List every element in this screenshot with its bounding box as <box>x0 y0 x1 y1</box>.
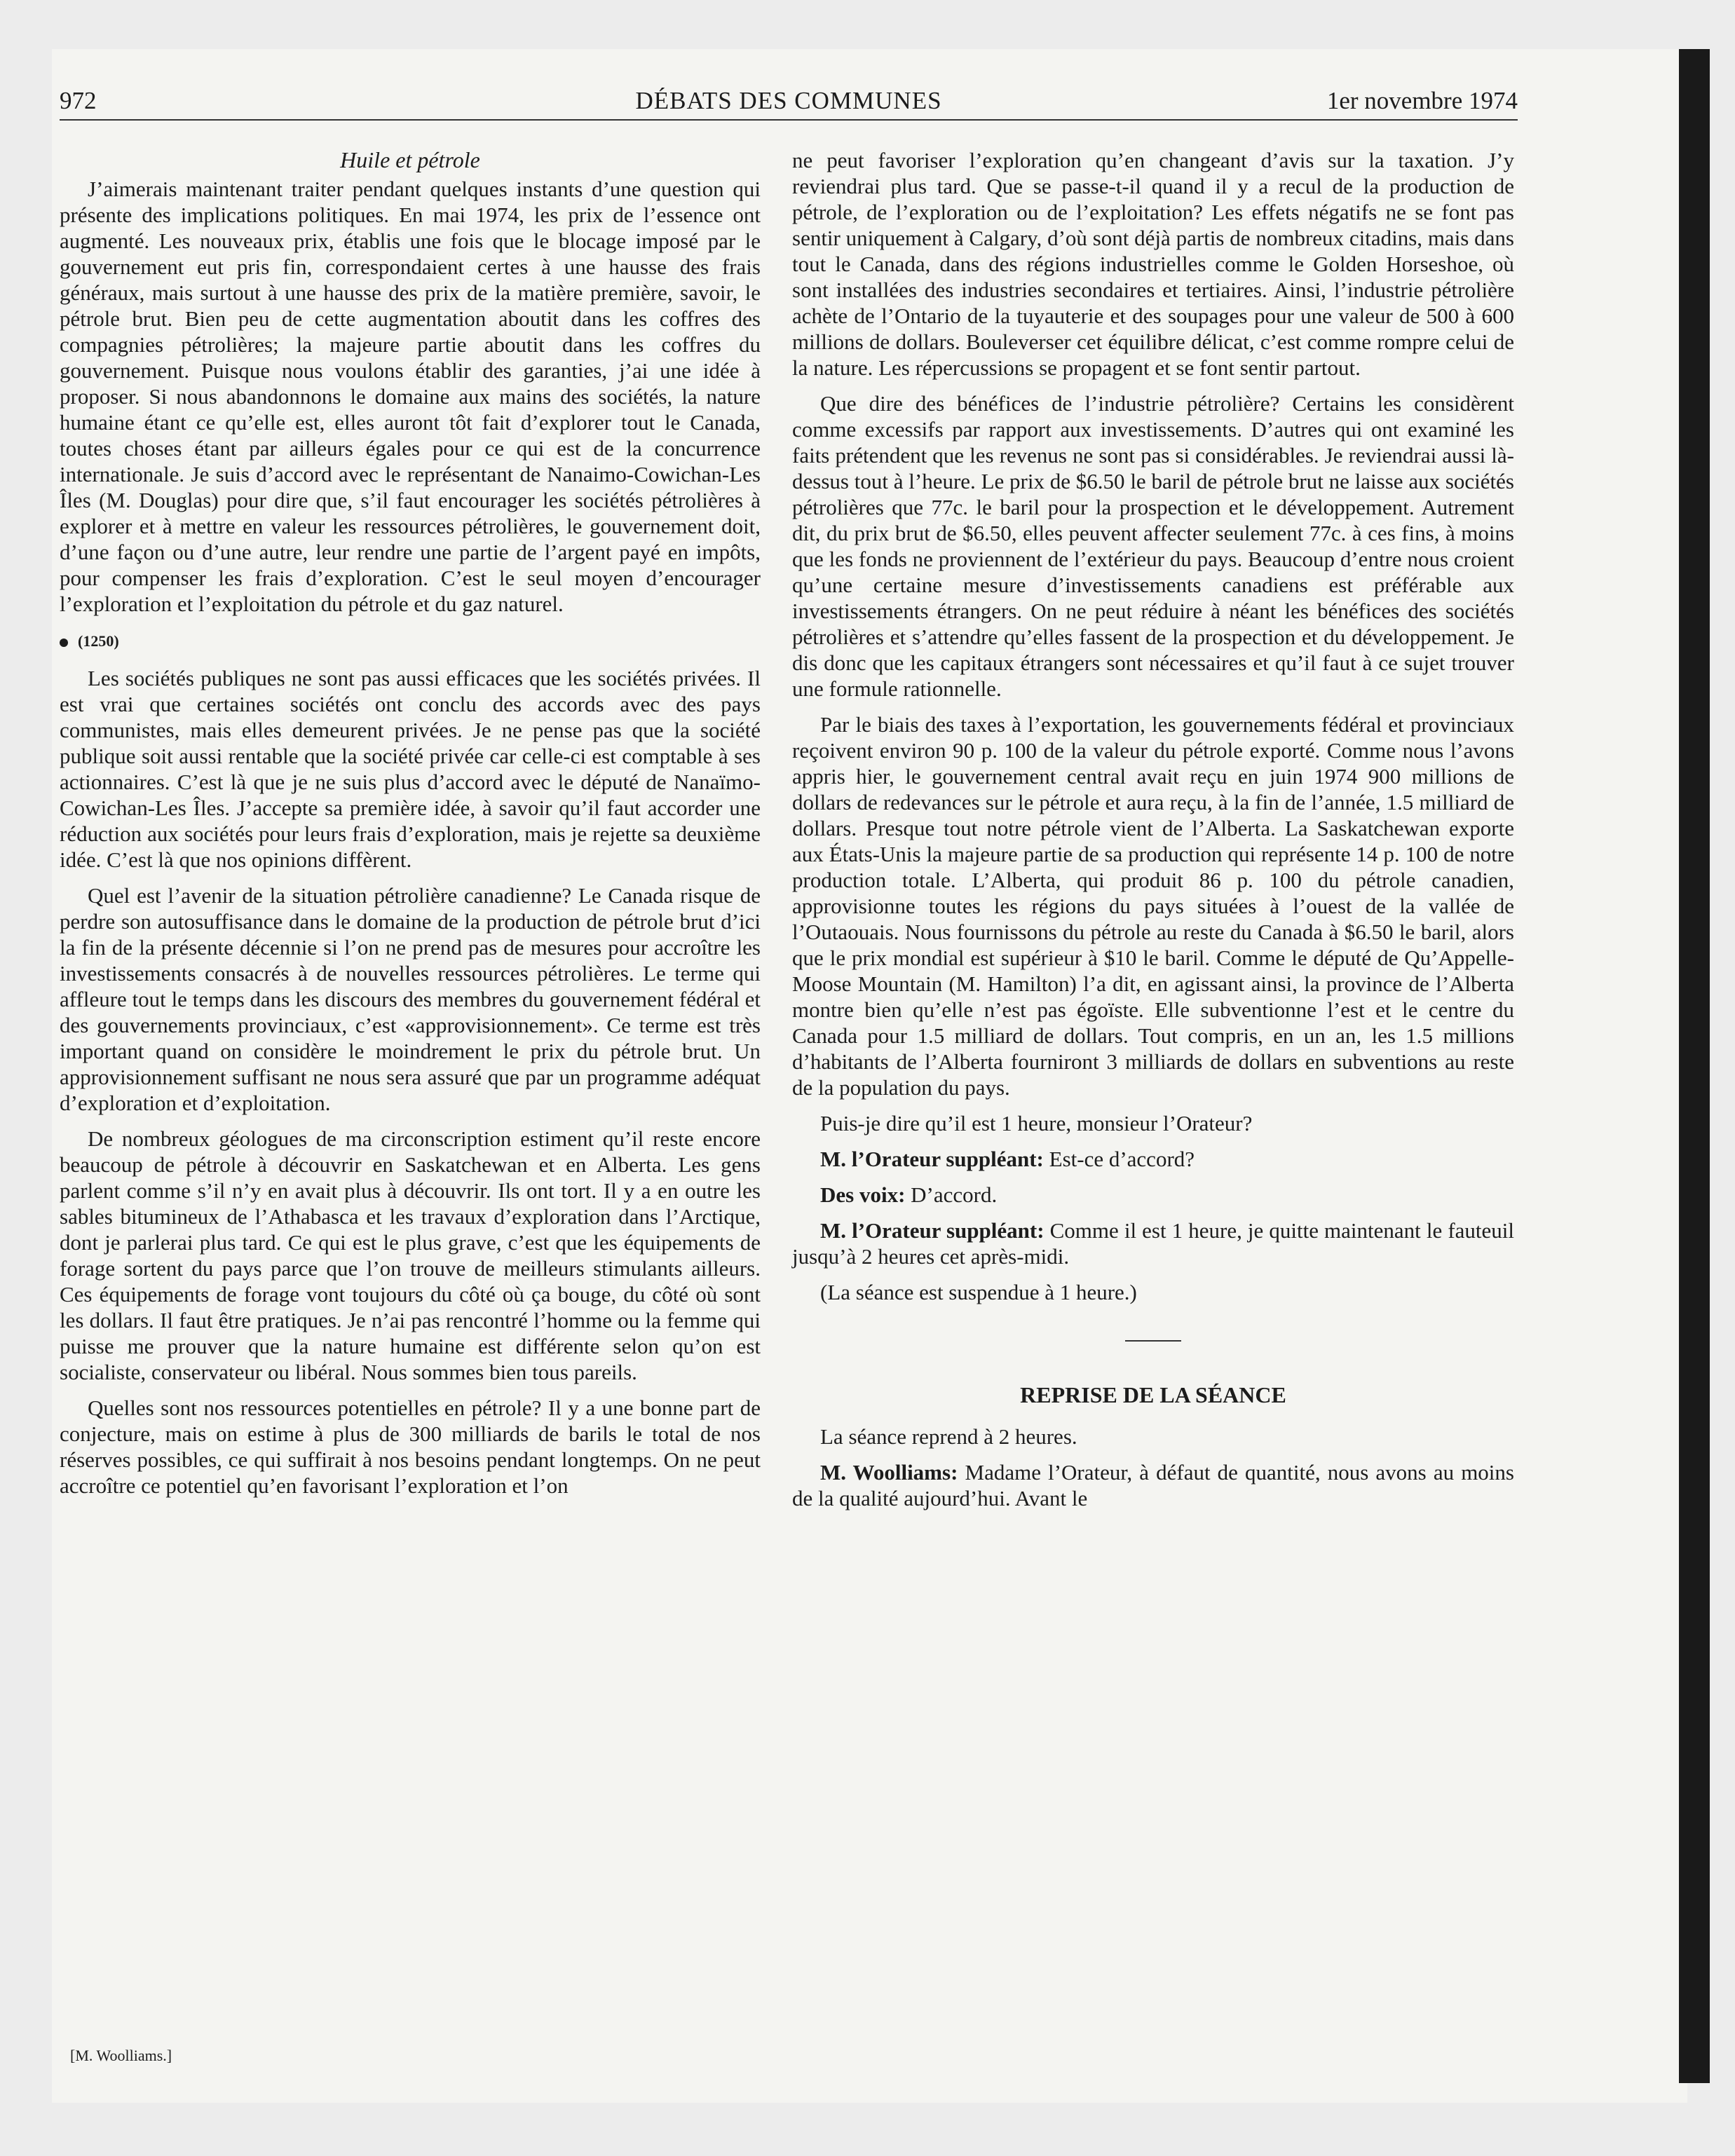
publication-date: 1er novembre 1974 <box>1326 87 1518 114</box>
paragraph: ne peut favoriser l’exploration qu’en changeant d’avis sur la taxation. J’y reviendrai plus tard. Que se passe-t-il quand il y a recul de la production de pétrole, de l’exploration ou de l’exploitation? Les effets négatifs ne se font pas sentir uniquement à Calgary, d’où sont déjà partis de nombreux citadins, mais dans tout le Canada, dans des régions industrielles comme le Golden Horseshoe, où sont installées des industries secondaires et tertiaires. Ainsi, l’industrie pétrolière achète de l’Ontario de la tuyauterie et des soupages pour une valeur de 500 à 600 millions de dollars. Bouleverser cet équilibre délicat, c’est comme rompre celui de la nature. Les répercussions se propagent et se font sentir partout. <box>792 148 1514 380</box>
speech-text: Comme il est 1 heure, je quitte maintenant le fauteuil jusqu’à 2 heures cet après-midi. <box>792 1218 1514 1269</box>
paragraph: Quel est l’avenir de la situation pétrolière canadienne? Le Canada risque de perdre son autosuffisance dans le domaine de la production de pétrole brut d’ici la fin de la présente décennie si l’on ne prend pas de mesures pour accroître les investissements consacrés à de nouvelles ressources pétrolières. Le terme qui affleure tout le temps dans les discours des membres du gouvernement fédéral et des gouvernements provinciaux, c’est «approvisionnement». Ce terme est très important quand on considère le moindrement le prix du pétrole brut. Un approvisionnement suffisant ne nous sera assuré que par un programme adéquat d’exploration et d’exploitation. <box>60 883 761 1115</box>
paragraph: Puis-je dire qu’il est 1 heure, monsieur l’Orateur? <box>820 1111 1253 1135</box>
page-header <box>60 83 1518 121</box>
time-marker-label: (1250) <box>78 632 119 650</box>
speech <box>792 1459 1514 1511</box>
resume-note: La séance reprend à 2 heures. <box>820 1424 1077 1449</box>
paragraph: De nombreux géologues de ma circonscription estiment qu’il reste encore beaucoup de pétrole à découvrir en Saskatchewan et en Alberta. Les gens parlent comme s’il n’y en avait plus à découvrir. Ils ont tort. Il y a en outre les sables bitumineux de l’Athabasca et les travaux d’exploration dans l’Arctique, dont je parlerai plus tard. Ce qui est le plus grave, c’est que les équipements de forage sortent du pays parce que l’on trouve de meilleurs stimulants ailleurs. Ces équipements de forage vont toujours du côté où ça bouge, du côté où sont les dollars. Il faut être pratiques. Je n’ai pas rencontré l’homme ou la femme qui puisse me prouver que la nature humaine est différente selon qu’on est socialiste, conservateur ou libéral. Nous sommes bien tous pareils. <box>60 1126 761 1384</box>
paragraph: J’aimerais maintenant traiter pendant quelques instants d’une question qui présente des implications politiques. En mai 1974, les prix de l’essence ont augmenté. Les nouveaux prix, établis une fois que le blocage imposé par le gouvernement eut pris fin, correspondaient certes à une hausse des frais généraux, mais surtout à une hausse des prix de la matière première, savoir, le pétrole brut. Bien peu de cette augmentation aboutit dans les coffres des compagnies pétrolières; la majeure partie aboutit dans les coffres du gouvernement. Puisque nous voulons établir des garanties, j’ai une idée à proposer. Si nous abandonnons le domaine aux mains des sociétés, la nature humaine étant ce qu’elle est, elles auront tôt fait d’explorer tout le Canada, toutes choses étant par ailleurs égales pour ce qui est de la concurrence internationale. Je suis d’accord avec le représentant de Nanaimo-Cowichan-Les Îles (M. Douglas) pour dire que, s’il faut encourager les sociétés pétrolières à explorer et à mettre en valeur les ressources pétrolières, le gouvernement doit, d’une façon ou d’une autre, leur rendre une partie de l’argent payé en impôts, pour compenser les frais d’exploration. C’est le seul moyen d’encourager l’exploration et l’exploitation du pétrole et du gaz naturel. <box>60 177 761 616</box>
speech <box>792 1146 1514 1172</box>
suspension-note: (La séance est suspendue à 1 heure.) <box>820 1280 1137 1304</box>
speech-text: D’accord. <box>911 1182 998 1207</box>
speech <box>792 1217 1514 1269</box>
right-column <box>792 147 1514 1511</box>
footer-speaker-name: [M. Woolliams.] <box>70 2047 172 2064</box>
time-marker <box>60 628 761 654</box>
speaker-name: M. Woolliams: <box>820 1460 958 1485</box>
divider <box>1125 1340 1181 1342</box>
speech-text: Madame l’Orateur, à défaut de quantité, nous avons au moins de la qualité aujourd’hui. Avant le <box>792 1460 1514 1510</box>
paragraph: Par le biais des taxes à l’exportation, les gouvernements fédéral et provinciaux reçoivent environ 90 p. 100 de la valeur du pétrole exporté. Comme nous l’avons appris hier, le gouvernement central avait reçu en juin 1974 900 millions de dollars de redevances sur le pétrole et aura reçu, à la fin de l’année, 1.5 milliard de dollars. Presque tout notre pétrole vient de l’Alberta. La Saskatchewan exporte aux États-Unis la majeure partie de sa production qui représente 14 p. 100 de notre production totale. L’Alberta, qui produit 86 p. 100 du pétrole canadien, approvisionne toutes les régions du pays situées à l’ouest de la vallée de l’Outaouais. Nous fournissons du pétrole au reste du Canada à $6.50 le baril, alors que le prix mondial est supérieur à $10 le baril. Comme le député de Qu’Appelle-Moose Mountain (M. Hamilton) l’a dit, en agissant ainsi, la province de l’Alberta montre bien qu’elle n’est pas égoïste. Elle subventionne l’est et le centre du Canada pour 1.5 milliard de dollars. Tout compris, en un an, les 1.5 millions d’habitants de l’Alberta fourniront 3 milliards de dollars en subventions au reste de la population du pays. <box>792 712 1514 1100</box>
speech-text: Est-ce d’accord? <box>1049 1147 1195 1171</box>
page-number: 972 <box>60 87 97 114</box>
publication-title: DÉBATS DES COMMUNES <box>635 87 942 114</box>
left-column <box>60 147 761 1499</box>
speaker-name: M. l’Orateur suppléant: <box>820 1147 1044 1171</box>
speaker-name: M. l’Orateur suppléant: <box>820 1218 1045 1243</box>
paragraph: Les sociétés publiques ne sont pas aussi efficaces que les sociétés privées. Il est vrai que certaines sociétés ont conclu des accords avec des pays communistes, mais elles demeurent privées. Je ne pense pas que la société publique soit aussi rentable que la société privée car celle-ci est comptable à ses actionnaires. C’est là que je ne suis plus d’accord avec le député de Nanaïmo-Cowichan-Les Îles. J’accepte sa première idée, à savoir qu’il faut accorder une réduction aux sociétés pour leurs frais d’exploration, mais je rejette sa deuxième idée. C’est là que nos opinions diffèrent. <box>60 666 761 872</box>
speaker-name: Des voix: <box>820 1182 906 1207</box>
section-title: Huile et pétrole <box>340 147 480 172</box>
bullet-dot-icon <box>60 639 68 647</box>
speech <box>792 1182 1514 1208</box>
scan-edge-bar <box>1679 49 1710 2083</box>
paragraph: Que dire des bénéfices de l’industrie pétrolière? Certains les considèrent comme excessifs par rapport aux investissements. D’autres qui ont examiné les faits prétendent que les revenus ne sont pas si considérables. Je reviendrai aussi là-dessus tout à l’heure. Le prix de $6.50 le baril de pétrole brut ne laisse aux sociétés pétrolières que 77c. le baril pour la prospection et le développement. Autrement dit, du prix brut de $6.50, elles peuvent affecter seulement 77c. à ces fins, à moins que les fonds ne proviennent de l’extérieur du pays. Beaucoup d’entre nous croient qu’une certaine mesure d’investissements canadiens est préférable aux investissements étrangers. On ne peut réduire à néant les bénéfices des sociétés pétrolières et s’attendre qu’elles fassent de la prospection et du développement. Je dis donc que les capitaux étrangers sont nécessaires et qu’il faut à ce sujet trouver une formule rationnelle. <box>792 391 1514 701</box>
paragraph: Quelles sont nos ressources potentielles en pétrole? Il y a une bonne part de conjecture, mais on estime à plus de 300 milliards de barils le total de nos réserves possibles, ce qui suffirait à nos besoins pendant longtemps. On ne peut accroître ce potentiel qu’en favorisant l’exploration et l’on <box>60 1396 761 1498</box>
section-heading: REPRISE DE LA SÉANCE <box>1020 1382 1286 1407</box>
